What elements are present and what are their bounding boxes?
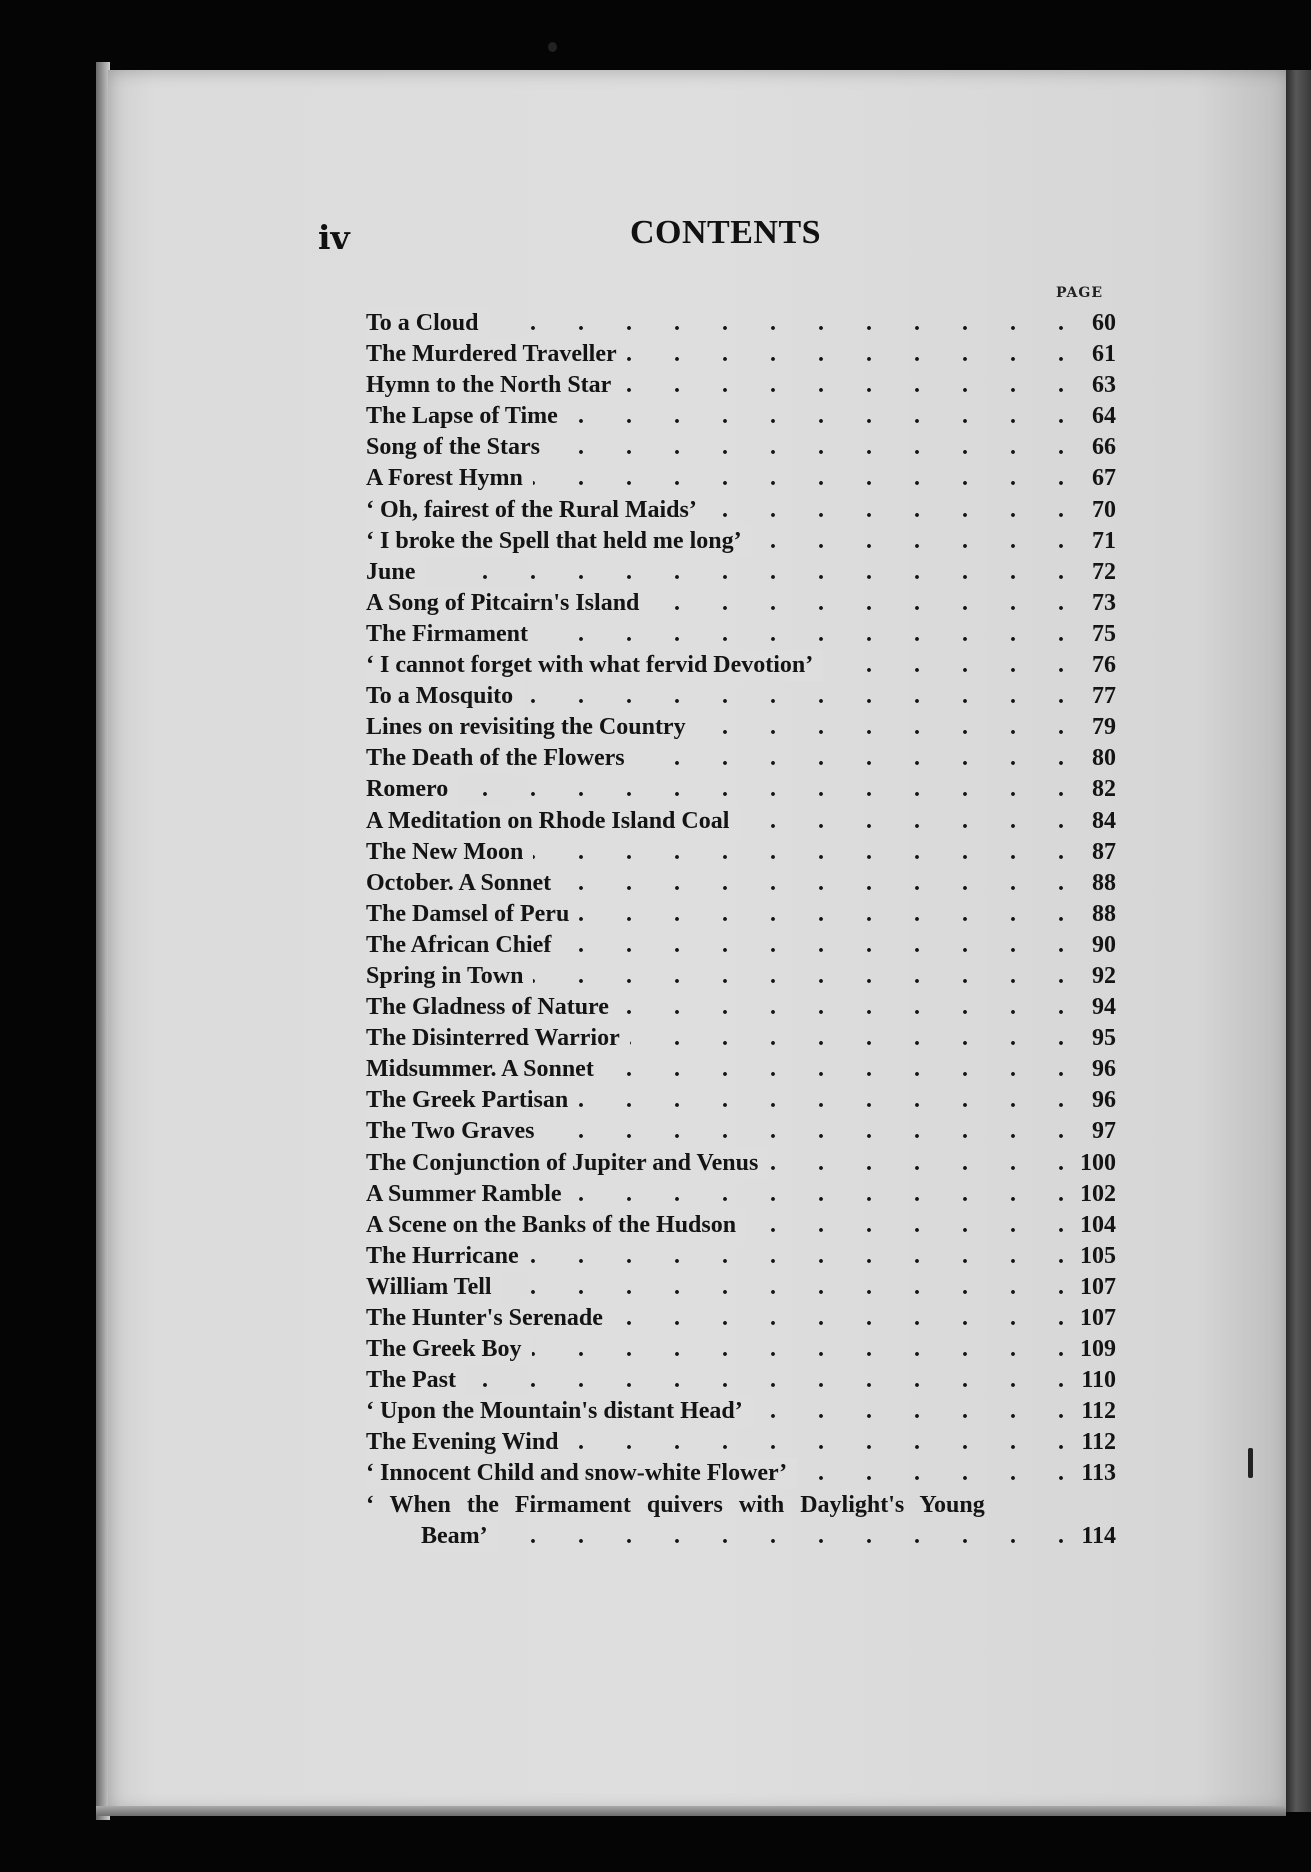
- toc-entry-page: 96: [1092, 1087, 1116, 1114]
- toc-entry-page: 92: [1092, 962, 1116, 989]
- toc-entry: [366, 1085, 1116, 1116]
- dot-leader: [366, 557, 1064, 588]
- toc-entry-title: Spring in Town: [366, 961, 533, 992]
- toc-entry: [366, 526, 1116, 557]
- toc-entry-title: Midsummer. A Sonnet: [366, 1054, 604, 1085]
- toc-entry-title: ‘ I broke the Spell that held me long’: [366, 526, 752, 557]
- toc-entry-title: The African Chief: [366, 930, 561, 961]
- page-column-header: PAGE: [1056, 285, 1103, 301]
- toc-entry-page: 102: [1080, 1180, 1116, 1207]
- toc-entry-title: June: [366, 557, 425, 588]
- toc-entry-page: 67: [1092, 465, 1116, 492]
- toc-entry: [366, 899, 1116, 930]
- toc-entry-page: 73: [1092, 589, 1116, 616]
- page-number: iv: [318, 218, 350, 257]
- toc-entry-title: ‘ Oh, fairest of the Rural Maids’: [366, 495, 707, 526]
- toc-entry-page: 60: [1092, 310, 1116, 336]
- toc-entry-page: 95: [1092, 1025, 1116, 1052]
- toc-entry: [366, 463, 1116, 494]
- toc-entry-title: The Death of the Flowers: [366, 743, 635, 774]
- toc-entry-page: 79: [1092, 714, 1116, 741]
- toc-entry: [366, 495, 1116, 526]
- toc-entry-page: 77: [1092, 683, 1116, 710]
- toc-entry-page: 75: [1092, 620, 1116, 647]
- toc-entry: [366, 774, 1116, 805]
- page-bottom-edge: [96, 1806, 1286, 1816]
- toc-entry: [366, 1023, 1116, 1054]
- scan-speck: [548, 42, 557, 52]
- toc-entry: [366, 1210, 1116, 1241]
- toc-entry: [366, 1490, 1116, 1521]
- page-right-edge: [1286, 70, 1311, 1812]
- toc-entry: [366, 806, 1116, 837]
- toc-entry-title: The Greek Partisan: [366, 1085, 578, 1116]
- toc-entry-page: 88: [1092, 869, 1116, 896]
- toc-entry-title: The Evening Wind: [366, 1427, 569, 1458]
- toc-entry-title: To a Cloud: [366, 308, 489, 339]
- toc-entry: [366, 339, 1116, 370]
- toc-entry-title: The Lapse of Time: [366, 401, 568, 432]
- toc-entry: [366, 992, 1116, 1023]
- page-title: CONTENTS: [630, 214, 822, 251]
- toc-entry-page: 80: [1092, 745, 1116, 772]
- toc-entry-page: 72: [1092, 558, 1116, 585]
- toc-entry-page: 76: [1092, 652, 1116, 679]
- toc-entry-title: The Murdered Traveller: [366, 339, 627, 370]
- toc-entry-title: The Damsel of Peru: [366, 899, 579, 930]
- toc-entry: [366, 681, 1116, 712]
- toc-entry-title: The Hunter's Serenade: [366, 1303, 613, 1334]
- toc-entry-title: To a Mosquito: [366, 681, 523, 712]
- toc-entry: [366, 1396, 1116, 1427]
- toc-entry-title: The Hurricane: [366, 1241, 529, 1272]
- toc-entry-page: 113: [1081, 1460, 1116, 1487]
- toc-entry-title: ‘ Innocent Child and snow-white Flower’: [366, 1458, 797, 1489]
- toc-entry-title: The Greek Boy: [366, 1334, 532, 1365]
- toc-entry-continuation: [366, 1521, 1116, 1552]
- toc-entry: [366, 401, 1116, 432]
- toc-entry-page: 64: [1092, 403, 1116, 430]
- toc-entry-title: William Tell: [366, 1272, 502, 1303]
- toc-entry-page: 96: [1092, 1056, 1116, 1083]
- toc-entry-title: Lines on revisiting the Country: [366, 712, 696, 743]
- toc-entry-title: A Song of Pitcairn's Island: [366, 588, 649, 619]
- toc-entry-page: 82: [1092, 776, 1116, 803]
- toc-entry-title: ‘ When the Firmament quivers with Daylight's Young: [366, 1491, 985, 1518]
- toc-entry-title: The Gladness of Nature: [366, 992, 619, 1023]
- toc-entry: [366, 588, 1116, 619]
- toc-entry-page: 107: [1080, 1305, 1116, 1331]
- toc-entry-title: The Past: [366, 1365, 466, 1396]
- toc-entry: [366, 1054, 1116, 1085]
- toc-entry: [366, 1272, 1116, 1303]
- toc-entry: [366, 1241, 1116, 1272]
- table-of-contents: [366, 308, 1116, 1552]
- toc-entry-page: 66: [1092, 434, 1116, 461]
- toc-entry: [366, 1148, 1116, 1179]
- toc-entry: [366, 1303, 1116, 1334]
- toc-entry-page: 94: [1092, 994, 1116, 1021]
- toc-entry-title: The Two Graves: [366, 1116, 544, 1147]
- toc-entry-title: A Forest Hymn: [366, 463, 533, 494]
- dot-leader: [366, 774, 1064, 805]
- toc-entry-page: 110: [1081, 1367, 1116, 1394]
- dot-leader: [366, 1365, 1064, 1396]
- toc-entry-page: 70: [1092, 496, 1116, 523]
- toc-entry-title: A Scene on the Banks of the Hudson: [366, 1210, 746, 1241]
- toc-entry-page: 88: [1092, 900, 1116, 927]
- toc-entry: [366, 712, 1116, 743]
- toc-entry: [366, 1427, 1116, 1458]
- toc-entry: [366, 743, 1116, 774]
- toc-entry-title: Hymn to the North Star: [366, 370, 621, 401]
- toc-entry: [366, 868, 1116, 899]
- toc-entry-page: 87: [1092, 838, 1116, 865]
- toc-entry-title: A Meditation on Rhode Island Coal: [366, 806, 739, 837]
- toc-entry: [366, 1365, 1116, 1396]
- scan-mark: [1248, 1448, 1253, 1478]
- toc-entry-page: 97: [1092, 1118, 1116, 1145]
- toc-entry: [366, 1458, 1116, 1489]
- toc-entry-title: The New Moon: [366, 837, 533, 868]
- toc-entry-page: 107: [1080, 1273, 1116, 1300]
- toc-entry-title: The Disinterred Warrior: [366, 1023, 630, 1054]
- toc-entry: [366, 619, 1116, 650]
- toc-entry-page: 105: [1080, 1242, 1116, 1269]
- toc-entry-title: Romero: [366, 774, 458, 805]
- toc-entry: [366, 650, 1116, 681]
- toc-entry-title: October. A Sonnet: [366, 868, 561, 899]
- toc-entry-title: ‘ Upon the Mountain's distant Head’: [366, 1396, 753, 1427]
- toc-entry: [366, 930, 1116, 961]
- toc-entry-page: 61: [1092, 341, 1116, 368]
- toc-entry-page: 90: [1092, 931, 1116, 958]
- toc-entry-title: Song of the Stars: [366, 432, 550, 463]
- toc-entry-page: 71: [1092, 527, 1116, 554]
- toc-entry-page: 84: [1092, 807, 1116, 834]
- toc-entry-page: 104: [1080, 1211, 1116, 1238]
- toc-entry-page: 109: [1080, 1336, 1116, 1363]
- toc-entry-title: The Firmament: [366, 619, 538, 650]
- toc-entry: [366, 1179, 1116, 1210]
- toc-entry-title: ‘ I cannot forget with what fervid Devotion’: [366, 650, 823, 681]
- toc-entry-page: 100: [1080, 1149, 1116, 1176]
- toc-entry: [366, 1116, 1116, 1147]
- toc-entry: [366, 557, 1116, 588]
- toc-entry: [366, 837, 1116, 868]
- toc-entry-page: 112: [1081, 1429, 1116, 1456]
- toc-entry-title: The Conjunction of Jupiter and Venus: [366, 1148, 768, 1179]
- toc-entry: [366, 308, 1116, 339]
- toc-entry: [366, 432, 1116, 463]
- toc-entry: [366, 961, 1116, 992]
- toc-entry: [366, 370, 1116, 401]
- toc-entry-title: Beam’: [421, 1521, 498, 1552]
- toc-entry-title: A Summer Ramble: [366, 1179, 572, 1210]
- toc-entry-page: 112: [1081, 1398, 1116, 1425]
- toc-entry-page: 63: [1092, 372, 1116, 399]
- toc-entry: [366, 1334, 1116, 1365]
- toc-entry-page: 114: [1081, 1522, 1116, 1549]
